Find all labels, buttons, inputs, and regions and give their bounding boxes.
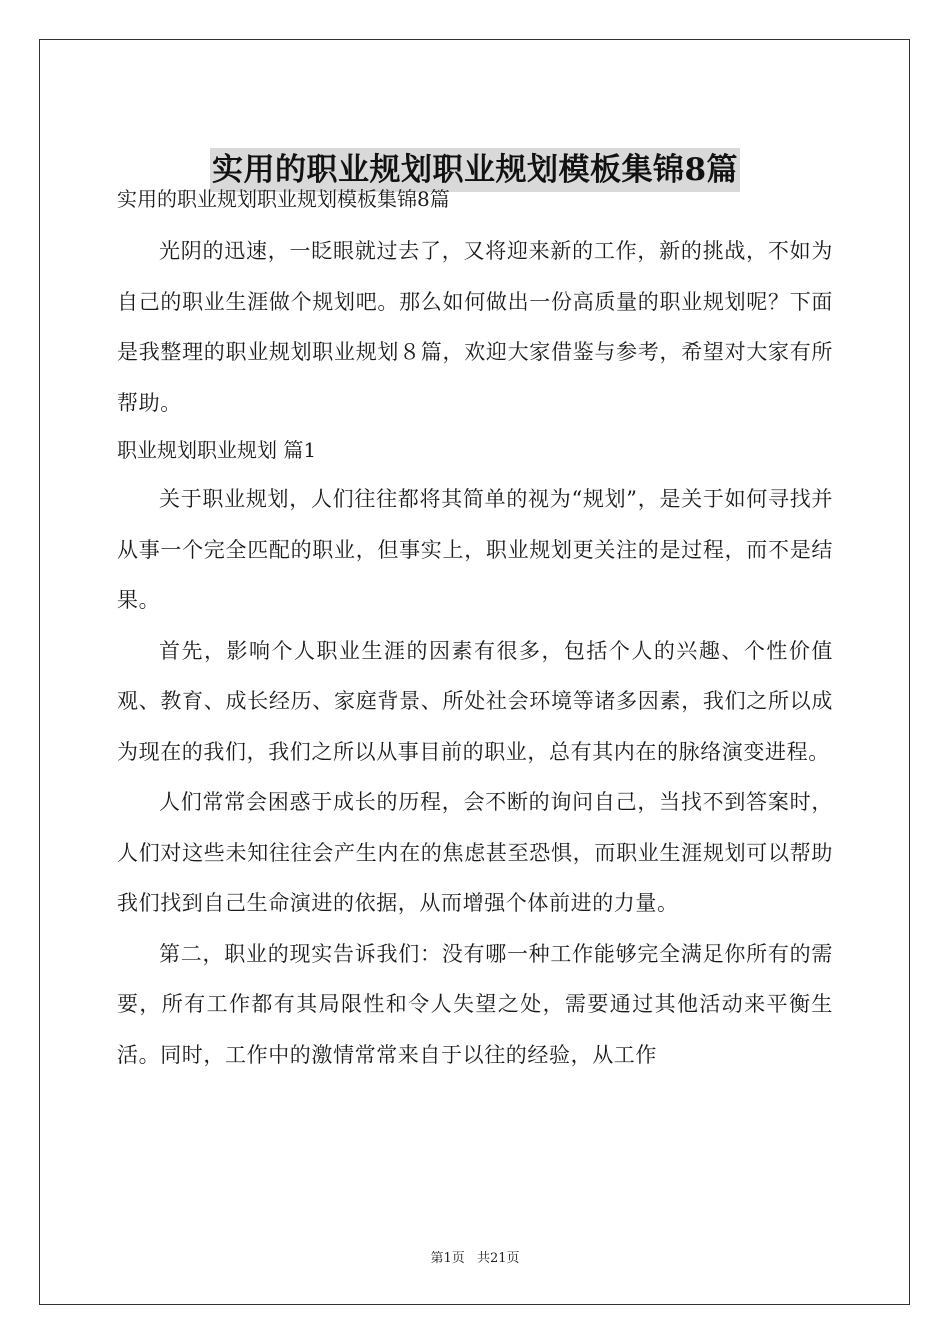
page-number: 第1页 — [430, 1251, 465, 1266]
intro-paragraph: 光阴的迅速，一眨眼就过去了，又将迎来新的工作，新的挑战，不如为自己的职业生涯做个规划吧。那么如何做出一份高质量的职业规划呢？下面是我整理的职业规划职业规划８篇，欢迎大家借鉴与参考，希望对大家有所帮助。 — [117, 239, 833, 415]
section-heading: 职业规划职业规划 篇1 — [117, 438, 317, 462]
document-subtitle: 实用的职业规划职业规划模板集锦8篇 — [117, 187, 450, 211]
body-paragraph: 人们常常会困惑于成长的历程，会不断的询问自己，当找不到答案时，人们对这些未知往往会产生内在的焦虑甚至恐惧，而职业生涯规划可以帮助我们找到自己生命演进的依据，从而增强个体前进的力量。 — [117, 790, 833, 915]
body-paragraph: 关于职业规划，人们往往都将其简单的视为“规划”，是关于如何寻找并从事一个完全匹配的职业，但事实上，职业规划更关注的是过程，而不是结果。 — [117, 487, 833, 612]
document-body — [117, 181, 833, 1080]
body-paragraph: 第二，职业的现实告诉我们：没有哪一种工作能够完全满足你所有的需要，所有工作都有其局限性和令人失望之处，需要通过其他活动来平衡生活。同时，工作中的激情常常来自于以往的经验，从工作 — [117, 941, 833, 1067]
body-paragraph: 首先，影响个人职业生涯的因素有很多，包括个人的兴趣、个性价值观、教育、成长经历、家庭背景、所处社会环境等诸多因素，我们之所以成为现在的我们，我们之所以从事目前的职业，总有其内在的脉络演变进程。 — [117, 638, 833, 764]
document-title: 实用的职业规划职业规划模板集锦8篇 — [210, 148, 740, 192]
page-total: 共21页 — [476, 1251, 520, 1266]
page-footer — [0, 1247, 950, 1266]
